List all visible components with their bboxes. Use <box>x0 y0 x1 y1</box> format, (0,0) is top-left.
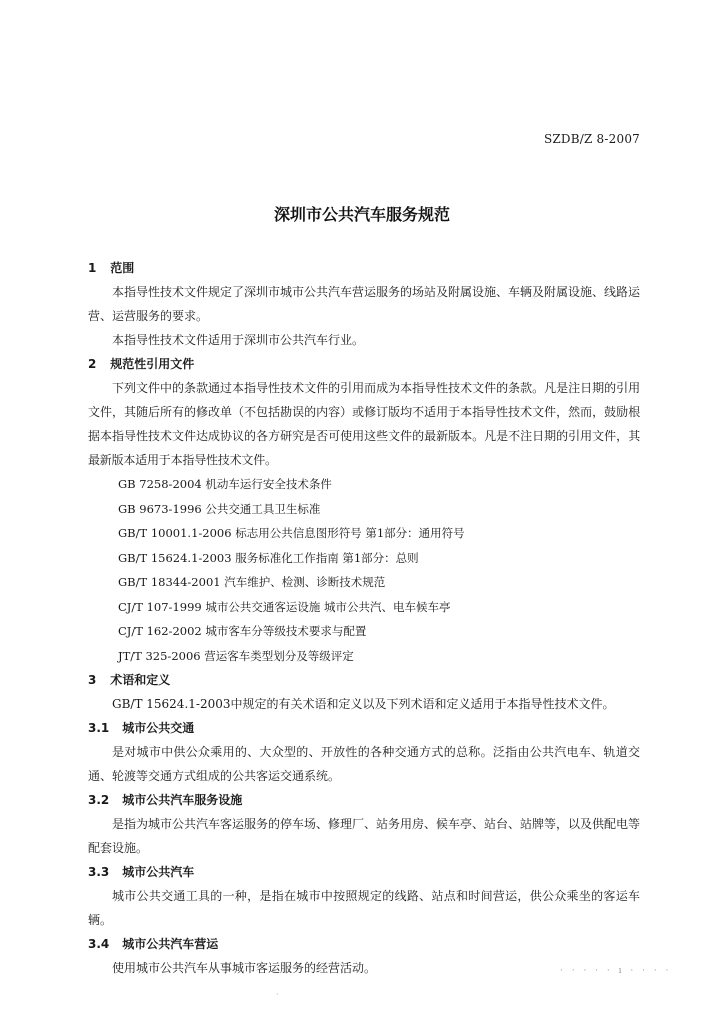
section-3-3-heading <box>88 860 640 884</box>
reference-item: GB/T 15624.1-2003 服务标准化工作指南 第1部分：总则 <box>118 550 419 565</box>
section-3-2-heading <box>88 788 640 812</box>
section-2-paragraph-1: 下列文件中的条款通过本指导性技术文件的引用而成为本指导性技术文件的条款。凡是注日期的引用文件，其随后所有的修改单（不包括勘误的内容）或修订版均不适用于本指导性技术文件，然而，鼓励根据本指导性技术文件达成协议的各方研究是否可使用这些文件的最新版本。凡是不注日期的引用文件，其最新版本适用于本指导性技术文件。 <box>88 381 640 467</box>
section-3-paragraph-1: GB/T 15624.1-2003中规定的有关术语和定义以及下列术语和定义适用于本指导性技术文件。 <box>112 697 615 711</box>
section-3-3-paragraph: 城市公共交通工具的一种，是指在城市中按照规定的线路、站点和时间营运，供公众乘坐的客运车辆。 <box>88 889 640 927</box>
section-title: 城市公共汽车营运 <box>122 937 219 951</box>
section-3-2-paragraph: 是指为城市公共汽车客运服务的停车场、修理厂、站务用房、候车亭、站台、站牌等，以及供配电等配套设施。 <box>88 817 641 855</box>
section-2-heading <box>88 352 640 376</box>
section-title: 城市公共汽车 <box>122 865 195 879</box>
reference-item: GB 9673-1996 公共交通工具卫生标准 <box>118 501 321 516</box>
scan-speckle: · · · · · ı · · · · <box>560 966 672 976</box>
section-number: 2 <box>88 357 97 371</box>
section-1-paragraph-2: 本指导性技术文件适用于深圳市公共汽车行业。 <box>112 333 365 347</box>
reference-item: CJ/T 107-1999 城市公共交通客运设施 城市公共汽、电车候车亭 <box>118 599 451 614</box>
reference-item: GB 7258-2004 机动车运行安全技术条件 <box>118 477 332 491</box>
page-title: 深圳市公共汽车服务规范 <box>273 205 450 224</box>
section-title: 城市公共交通 <box>122 721 195 735</box>
section-1-paragraph-1: 本指导性技术文件规定了深圳市城市公共汽车营运服务的场站及附属设施、车辆及附属设施、线路运营、运营服务的要求。 <box>88 285 641 323</box>
reference-list <box>88 472 640 668</box>
reference-item: GB/T 18344-2001 汽车维护、检测、诊断技术规范 <box>118 575 386 589</box>
scan-speckle: · <box>276 990 279 999</box>
section-number: 1 <box>88 261 97 275</box>
reference-item: JT/T 325-2006 营运客车类型划分及等级评定 <box>118 648 354 663</box>
section-number: 3.4 <box>88 937 110 951</box>
section-3-1-paragraph: 是对城市中供公众乘用的、大众型的、开放性的各种交通方式的总称。泛指由公共汽电车、轨道交通、轮渡等交通方式组成的公共客运交通系统。 <box>88 745 640 783</box>
section-number: 3 <box>88 673 97 687</box>
section-title: 城市公共汽车服务设施 <box>122 793 243 807</box>
section-title: 术语和定义 <box>110 673 171 687</box>
section-1-heading <box>88 256 640 280</box>
section-3-1-heading <box>88 716 640 740</box>
reference-item: CJ/T 162-2002 城市客车分等级技术要求与配置 <box>118 624 367 638</box>
section-3-4-heading <box>88 932 640 956</box>
section-number: 3.2 <box>88 793 110 807</box>
reference-item: GB/T 10001.1-2006 标志用公共信息图形符号 第1部分：通用符号 <box>118 526 465 540</box>
document-body <box>88 256 640 980</box>
section-title: 范围 <box>110 261 135 275</box>
section-title: 规范性引用文件 <box>110 357 195 371</box>
section-3-4-paragraph: 使用城市公共汽车从事城市客运服务的经营活动。 <box>112 961 377 975</box>
section-3-heading <box>88 668 640 692</box>
section-number: 3.3 <box>88 865 110 879</box>
document-code: SZDB/Z 8-2007 <box>543 132 640 146</box>
section-number: 3.1 <box>88 721 110 735</box>
